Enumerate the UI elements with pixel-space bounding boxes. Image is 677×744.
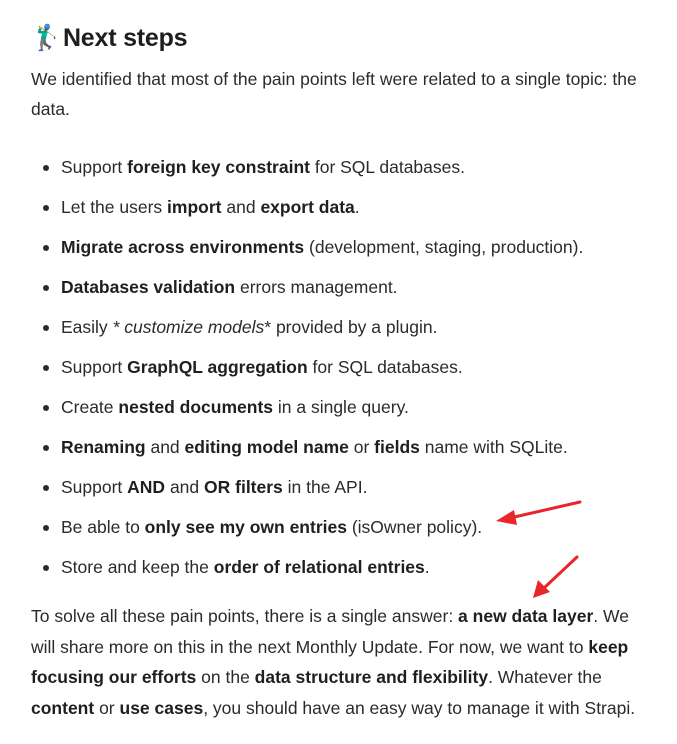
text-run: errors management. (235, 277, 398, 297)
list-item (31, 150, 661, 190)
bullet-icon (43, 565, 49, 571)
bold-text: export data (260, 197, 355, 217)
bullet-icon (43, 525, 49, 531)
text-run: Let the users (61, 197, 168, 217)
italic-text: * customize models (112, 317, 265, 337)
text-run: . (424, 557, 430, 577)
text-run: * provided by a plugin. (264, 317, 438, 337)
intro-paragraph: We identified that most of the pain points left were related to a single topic: the data. (31, 69, 637, 119)
bullet-icon (43, 165, 49, 171)
text-run: , you should have an easy way to manage it with Strapi. (203, 697, 636, 718)
text-run: in a single query. (273, 397, 409, 417)
bold-text: import (167, 197, 222, 217)
bold-text: order of relational entries (213, 557, 425, 577)
list-item (31, 470, 661, 510)
text-run: . Whatever the (488, 667, 602, 687)
text-run: and (165, 477, 205, 497)
bold-text: editing model name (184, 437, 349, 457)
bold-text: data structure and flexibility (254, 667, 489, 687)
bold-text: a new data layer (458, 606, 594, 626)
bold-text: GraphQL aggregation (127, 357, 308, 377)
list-item (31, 230, 661, 270)
list-item (31, 270, 661, 310)
bold-text: Renaming (61, 437, 146, 457)
bold-text: AND (127, 477, 166, 497)
bold-text: OR filters (204, 477, 283, 497)
bullet-icon (43, 365, 49, 371)
bullet-icon (43, 445, 49, 451)
pain-points-list (31, 150, 661, 590)
text-run: Store and keep the (61, 557, 214, 577)
text-run: name with SQLite. (419, 437, 568, 457)
bullet-icon (43, 285, 49, 291)
text-run: for SQL databases. (309, 157, 465, 177)
text-run: Easily (61, 317, 113, 337)
bullet-icon (43, 405, 49, 411)
bold-text: keep focusing our efforts (31, 636, 629, 687)
bullet-icon (43, 485, 49, 491)
bold-text: Databases validation (61, 277, 236, 297)
heading-text: Next steps (62, 24, 188, 52)
text-run: Support (61, 157, 128, 177)
text-run: or (348, 437, 375, 457)
text-run: and (221, 197, 261, 217)
bold-text: use cases (119, 697, 204, 718)
text-run: Support (61, 477, 128, 497)
text-run: in the API. (282, 477, 368, 497)
text-run: . (354, 197, 360, 217)
text-run: (development, staging, production). (304, 237, 584, 257)
text-run: . We will share more on this in the next Monthly Update. For now, we want to (31, 606, 629, 657)
bold-text: nested documents (118, 397, 274, 417)
text-run: and (145, 437, 185, 457)
list-item (31, 310, 661, 350)
bullet-icon (43, 325, 49, 331)
golfer-emoji-icon: 🏌️‍♂️ (31, 23, 62, 52)
conclusion-paragraph (31, 601, 651, 723)
text-run: or (94, 697, 120, 718)
bullet-icon (43, 245, 49, 251)
list-item (31, 510, 661, 550)
bold-text: Migrate across environments (61, 237, 305, 257)
list-item (31, 190, 661, 230)
text-run: Support (61, 357, 128, 377)
bold-text: only see my own entries (144, 517, 347, 537)
bold-text: fields (374, 437, 420, 457)
text-run: Create (61, 397, 119, 417)
list-item (31, 350, 661, 390)
section-heading (31, 22, 187, 54)
bold-text: foreign key constraint (127, 157, 310, 177)
text-run: on the (196, 667, 255, 687)
text-run: (isOwner policy). (346, 517, 483, 537)
list-item (31, 390, 661, 430)
bold-text: content (31, 697, 95, 718)
text-run: for SQL databases. (307, 357, 463, 377)
text-run: To solve all these pain points, there is a single answer: (31, 606, 459, 626)
list-item (31, 550, 661, 590)
bullet-icon (43, 205, 49, 211)
text-run: Be able to (61, 517, 145, 537)
list-item (31, 430, 661, 470)
